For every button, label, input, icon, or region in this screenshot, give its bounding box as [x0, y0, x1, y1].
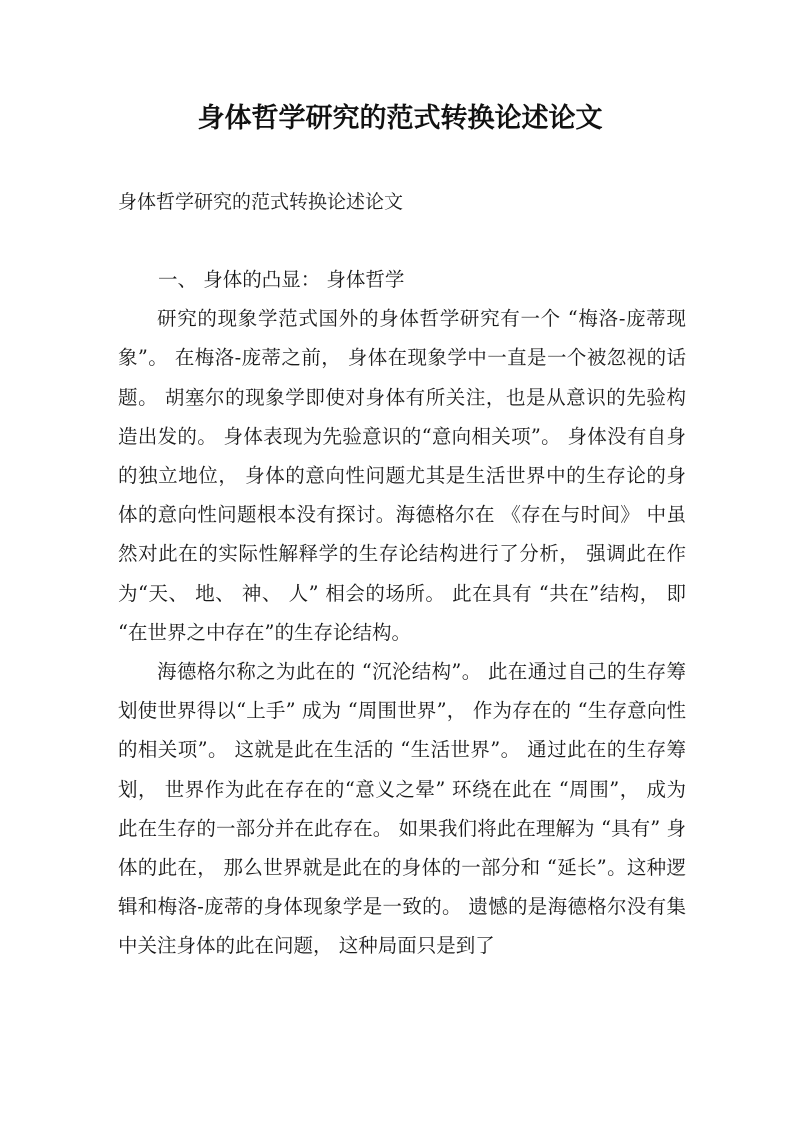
body-paragraph: 研究的现象学范式国外的身体哲学研究有一个 “梅洛-庞蒂现象”。 在梅洛-庞蒂之前， 身体在现象学中一直是一个被忽视的话题。 胡塞尔的现象学即使对身体有所关注，也是从意识的先验构造出发的。 身体表现为先验意识的“意向相关项”。 身体没有自身的独立地位， 身体的意向性问题尤其是生活世界中的生存论的身体的意向性问题根本没有探讨。海德格尔在 《存在与时间》 中虽然对此在的实际性解释学的生存论结构进行了分析， 强调此在作为“天、 地、 神、 人” 相会的场所。 此在具有 “共在”结构， 即 “在世界之中存在”的生存论结构。 — [118, 307, 686, 644]
body-paragraph: 海德格尔称之为此在的 “沉沦结构”。 此在通过自己的生存筹划使世界得以“上手” 成为 “周围世界”， 作为存在的 “生存意向性的相关项”。 这就是此在生活的 “生活世界”。 通过此在的生存筹划， 世界作为此在存在的“意义之晕” 环绕在此在 “周围”， 成为此在生存的一部分并在此存在。 如果我们将此在理解为 “具有” 身体的此在， 那么世界就是此在的身体的一部分和 “延长”。这种逻辑和梅洛-庞蒂的身体现象学是一致的。 遗憾的是海德格尔没有集中关注身体的此在问题， 这种局面只是到了 — [118, 660, 686, 958]
section-heading: 一、 身体的凸显： 身体哲学 — [158, 268, 405, 291]
document-body — [118, 260, 686, 966]
document-subtitle: 身体哲学研究的范式转换论述论文 — [118, 191, 404, 213]
document-title: 身体哲学研究的范式转换论述论文 — [197, 103, 603, 134]
